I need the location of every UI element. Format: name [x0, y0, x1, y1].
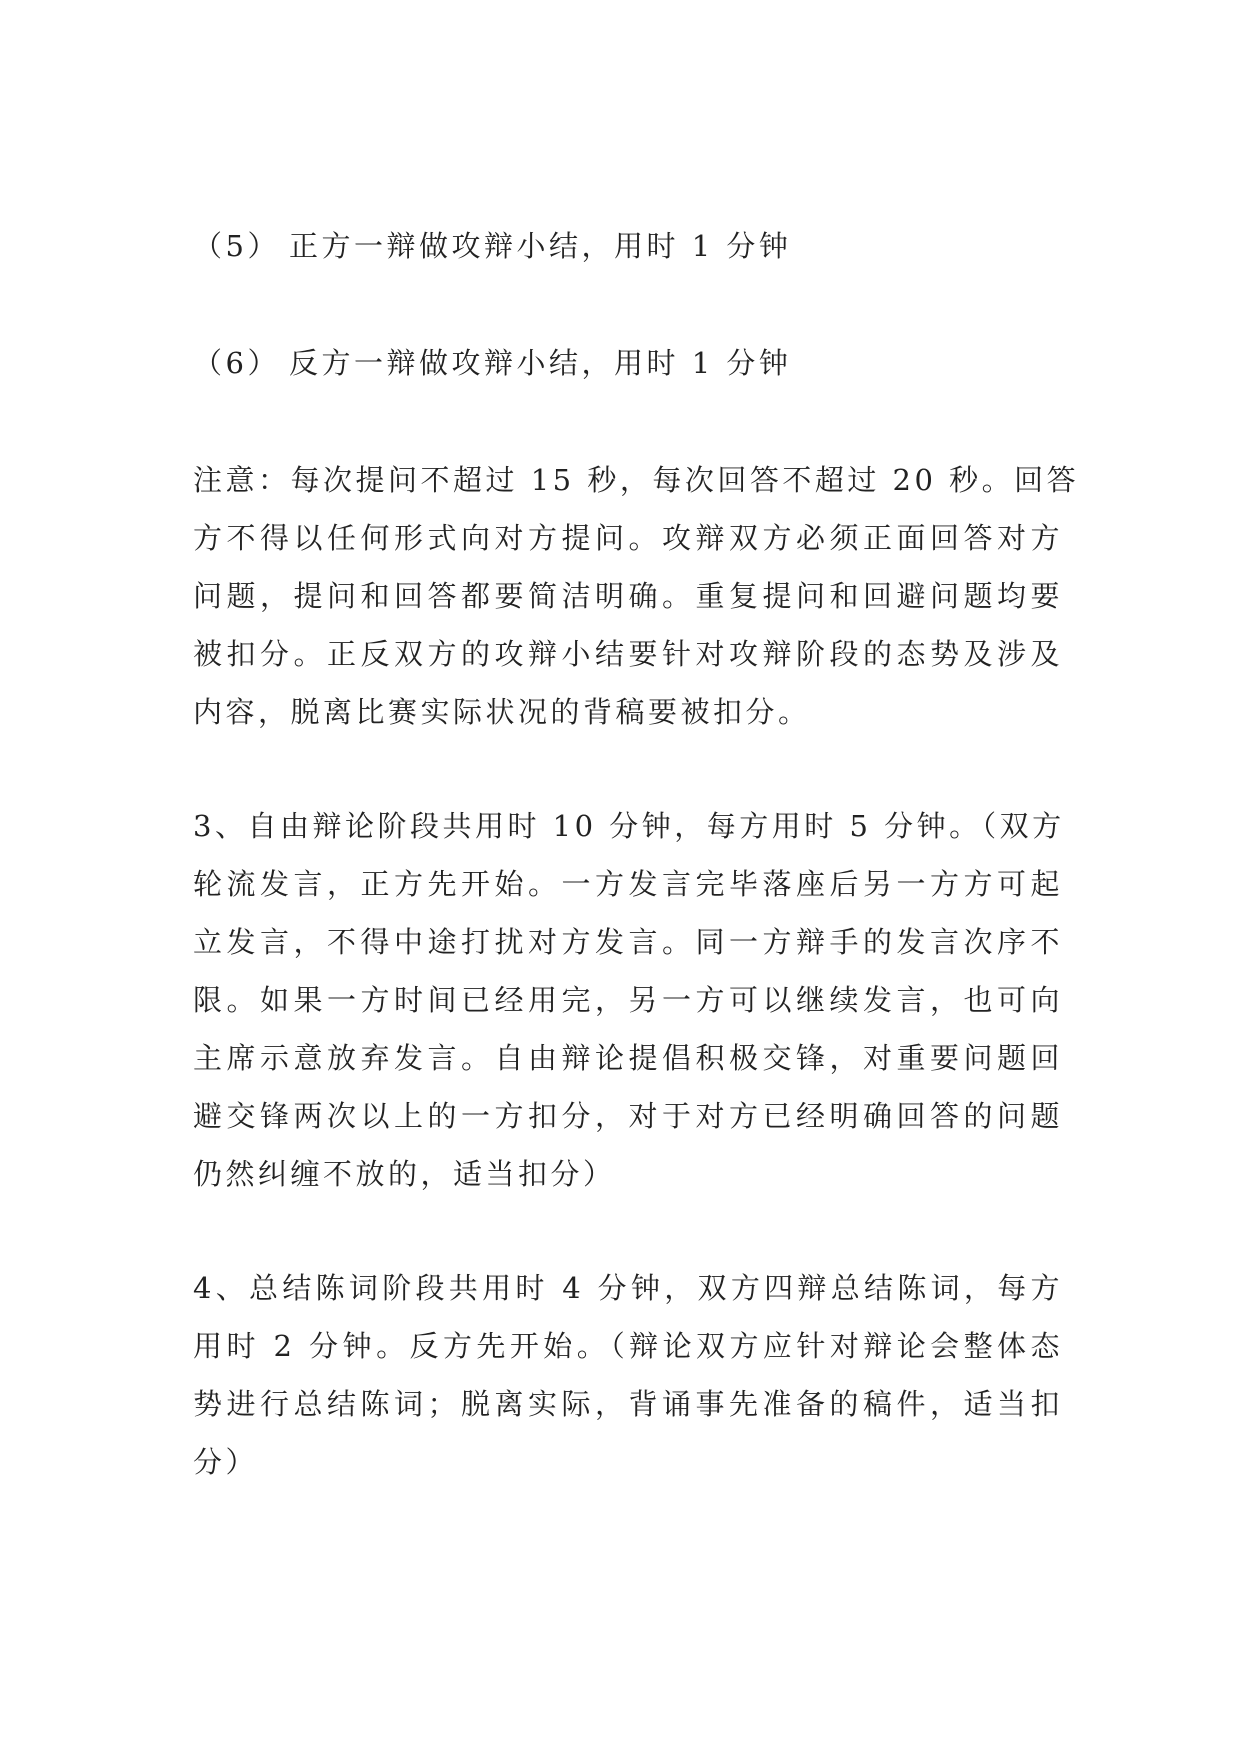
paragraph-line: 注意：每次提问不超过 15 秒，每次回答不超过 20 秒。回答 — [193, 463, 1080, 497]
paragraph-line: 问题，提问和回答都要简洁明确。重复提问和回避问题均要 — [193, 579, 1063, 613]
paragraph-line: 4、总结陈词阶段共用时 4 分钟，双方四辩总结陈词，每方 — [193, 1271, 1063, 1305]
paragraph-line: 3、自由辩论阶段共用时 10 分钟，每方用时 5 分钟。（双方 — [193, 809, 1065, 843]
list-item-line — [193, 334, 1063, 392]
paragraph-line: 用时 2 分钟。反方先开始。（辩论双方应针对辩论会整体态 — [193, 1329, 1063, 1363]
closing-statement-paragraph — [193, 1259, 1063, 1491]
paragraph-line: 立发言，不得中途打扰对方发言。同一方辩手的发言次序不 — [193, 925, 1063, 959]
item-number: （5） — [193, 229, 280, 263]
paragraph-line: 内容，脱离比赛实际状况的背稿要被扣分。 — [193, 695, 811, 729]
paragraph-line: 分） — [193, 1445, 259, 1479]
list-item — [193, 334, 1063, 392]
paragraph-line: 仍然纠缠不放的，适当扣分） — [193, 1157, 616, 1191]
paragraph-line: 轮流发言，正方先开始。一方发言完毕落座后另一方方可起 — [193, 867, 1063, 901]
list-item-line — [193, 217, 1063, 275]
paragraph-line: 主席示意放弃发言。自由辩论提倡积极交锋，对重要问题回 — [193, 1041, 1063, 1075]
item-number: （6） — [193, 346, 280, 380]
paragraph-line: 避交锋两次以上的一方扣分，对于对方已经明确回答的问题 — [193, 1099, 1063, 1133]
note-paragraph — [193, 451, 1080, 741]
paragraph-line: 方不得以任何形式向对方提问。攻辩双方必须正面回答对方 — [193, 521, 1063, 555]
paragraph-line: 被扣分。正反双方的攻辩小结要针对攻辩阶段的态势及涉及 — [193, 637, 1063, 671]
item-text: 正方一辩做攻辩小结，用时 1 分钟 — [289, 229, 792, 263]
free-debate-paragraph — [193, 797, 1063, 1203]
paragraph-line: 势进行总结陈词；脱离实际，背诵事先准备的稿件，适当扣 — [193, 1387, 1063, 1421]
list-item — [193, 217, 1063, 275]
item-text: 反方一辩做攻辩小结，用时 1 分钟 — [289, 346, 792, 380]
paragraph-line: 限。如果一方时间已经用完，另一方可以继续发言，也可向 — [193, 983, 1063, 1017]
